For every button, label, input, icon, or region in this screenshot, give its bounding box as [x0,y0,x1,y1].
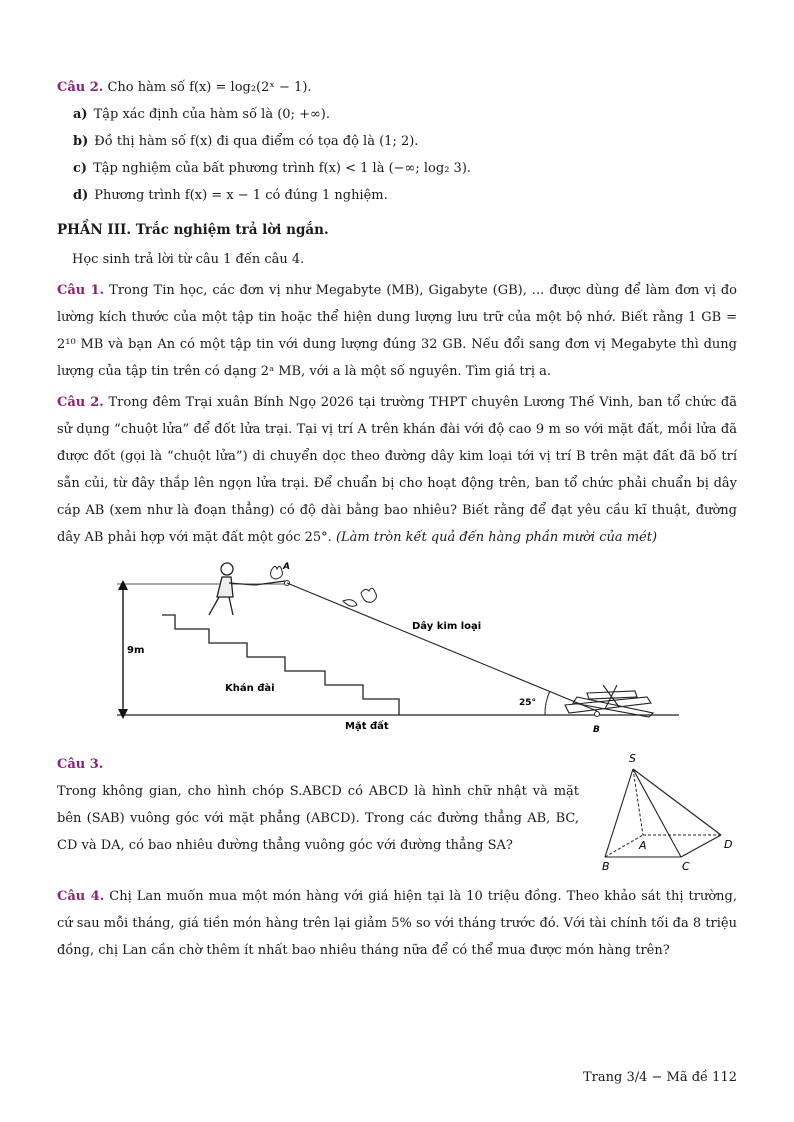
q2a-item-a: a) Tập xác định của hàm số là (0; +∞). [73,107,331,122]
vertex-b: B [602,860,610,873]
q2a-intro-text: Cho hàm số f(x) = log₂(2ˣ − 1). [107,80,312,95]
q4 [57,883,737,964]
q3-pyramid-figure [597,745,737,875]
q2-label: Câu 2. [57,395,104,410]
height-label: 9m [127,645,145,656]
vertex-c: C [682,860,690,873]
q3 [57,751,737,879]
q2a-item-b: b) Đồ thị hàm số f(x) đi qua điểm có tọa độ là (1; 2). [73,134,419,149]
stand-label: Khán đài [225,683,275,694]
vertex-a: A [639,839,647,852]
q4-text: Chị Lan muốn mua một món hàng với giá hiện tại là 10 triệu đồng. Theo khảo sát thị trường, cứ sau mỗi tháng, giá tiền món hàng trên lại giảm 5% so với tháng trước đó. Với tài chính tối đa 8 triệu đồng, chị Lan cần chờ thêm ít nhất bao nhiêu tháng nữa để có thể mua được món hàng trên? [57,889,737,958]
q1 [57,277,737,385]
stairs [162,615,399,715]
q3-text: Trong không gian, cho hình chóp S.ABCD có ABCD là hình chữ nhật và mặt bên (SAB) vuông góc với mặt phẳng (ABCD). Trong các đường thẳng AB, BC, CD và DA, có bao nhiêu đường thẳng vuông góc với đường thẳng SA? [57,784,579,853]
ground-label: Mặt đất [345,721,389,732]
point-b-label: B [593,725,600,735]
wire-label: Dây kim loại [412,621,482,632]
woodpile-icon [565,685,653,717]
page-footer: Trang 3/4 − Mã đề 112 [582,1070,737,1085]
q2a-label: Câu 2. [57,80,104,95]
vertex-d: D [724,838,733,851]
q2a-item-c: c) Tập nghiệm của bất phương trình f(x) < 1 là (−∞; log₂ 3). [73,161,472,176]
fire-mouse-icon [343,588,376,606]
part3-title: PHẦN III. Trắc nghiệm trả lời ngắn. [57,222,329,238]
q4-label: Câu 4. [57,889,105,904]
angle-label: 25° [519,698,537,708]
q2-text: Trong đêm Trại xuân Bính Ngọ 2026 tại trường THPT chuyên Lương Thế Vinh, ban tổ chức đã sử dụng “chuột lửa” để đốt lửa trại. Tại vị trí A trên khán đài với độ cao 9 m so với mặt đất, mồi lửa đã được đốt (gọi là “chuột lửa”) di chuyển dọc theo đường dây kim loại tới vị trí B trên mặt đất đã bố trí sẵn củi, từ đây thắp lên ngọn lửa trại. Để chuẩn bị cho hoạt động trên, ban tổ chức phải chuẩn bị dây cáp AB (xem như là đoạn thẳng) có độ dài bằng bao nhiêu? Biết rằng để đạt yêu cầu kĩ thuật, đường dây AB phải hợp với mặt đất một góc 25°. [57,395,737,545]
point-a-label: A [283,562,290,572]
q2-figure [57,557,737,737]
flame-icon [271,566,283,579]
vertex-s: S [629,752,636,765]
q2a-intro [57,74,737,101]
page-content [57,74,737,964]
point-b [595,712,600,717]
q3-label-line [57,751,579,778]
q2 [57,389,737,551]
q2a-item-d: d) Phương trình f(x) = x − 1 có đúng 1 nghiệm. [73,188,388,203]
q1-label: Câu 1. [57,283,105,298]
q2-note: (Làm tròn kết quả đến hàng phần mười của mét) [335,530,658,545]
angle-arc [545,691,550,715]
part3-subtitle: Học sinh trả lời từ câu 1 đến câu 4. [72,252,305,267]
person-icon [209,563,285,615]
q3-label: Câu 3. [57,757,104,772]
q1-text: Trong Tin học, các đơn vị như Megabyte (MB), Gigabyte (GB), ... được dùng để làm đơn vị đo lường kích thước của một tập tin hoặc thể hiện dung lượng lưu trữ của một bộ nhớ. Biết rằng 1 GB = 2¹⁰ MB và bạn An có một tập tin với dung lượng đúng 32 GB. Nếu đổi sang đơn vị Megabyte thì dung lượng của tập tin trên có dạng 2ᵃ MB, với a là một số nguyên. Tìm giá trị a. [57,283,737,379]
wire-line [287,583,597,711]
